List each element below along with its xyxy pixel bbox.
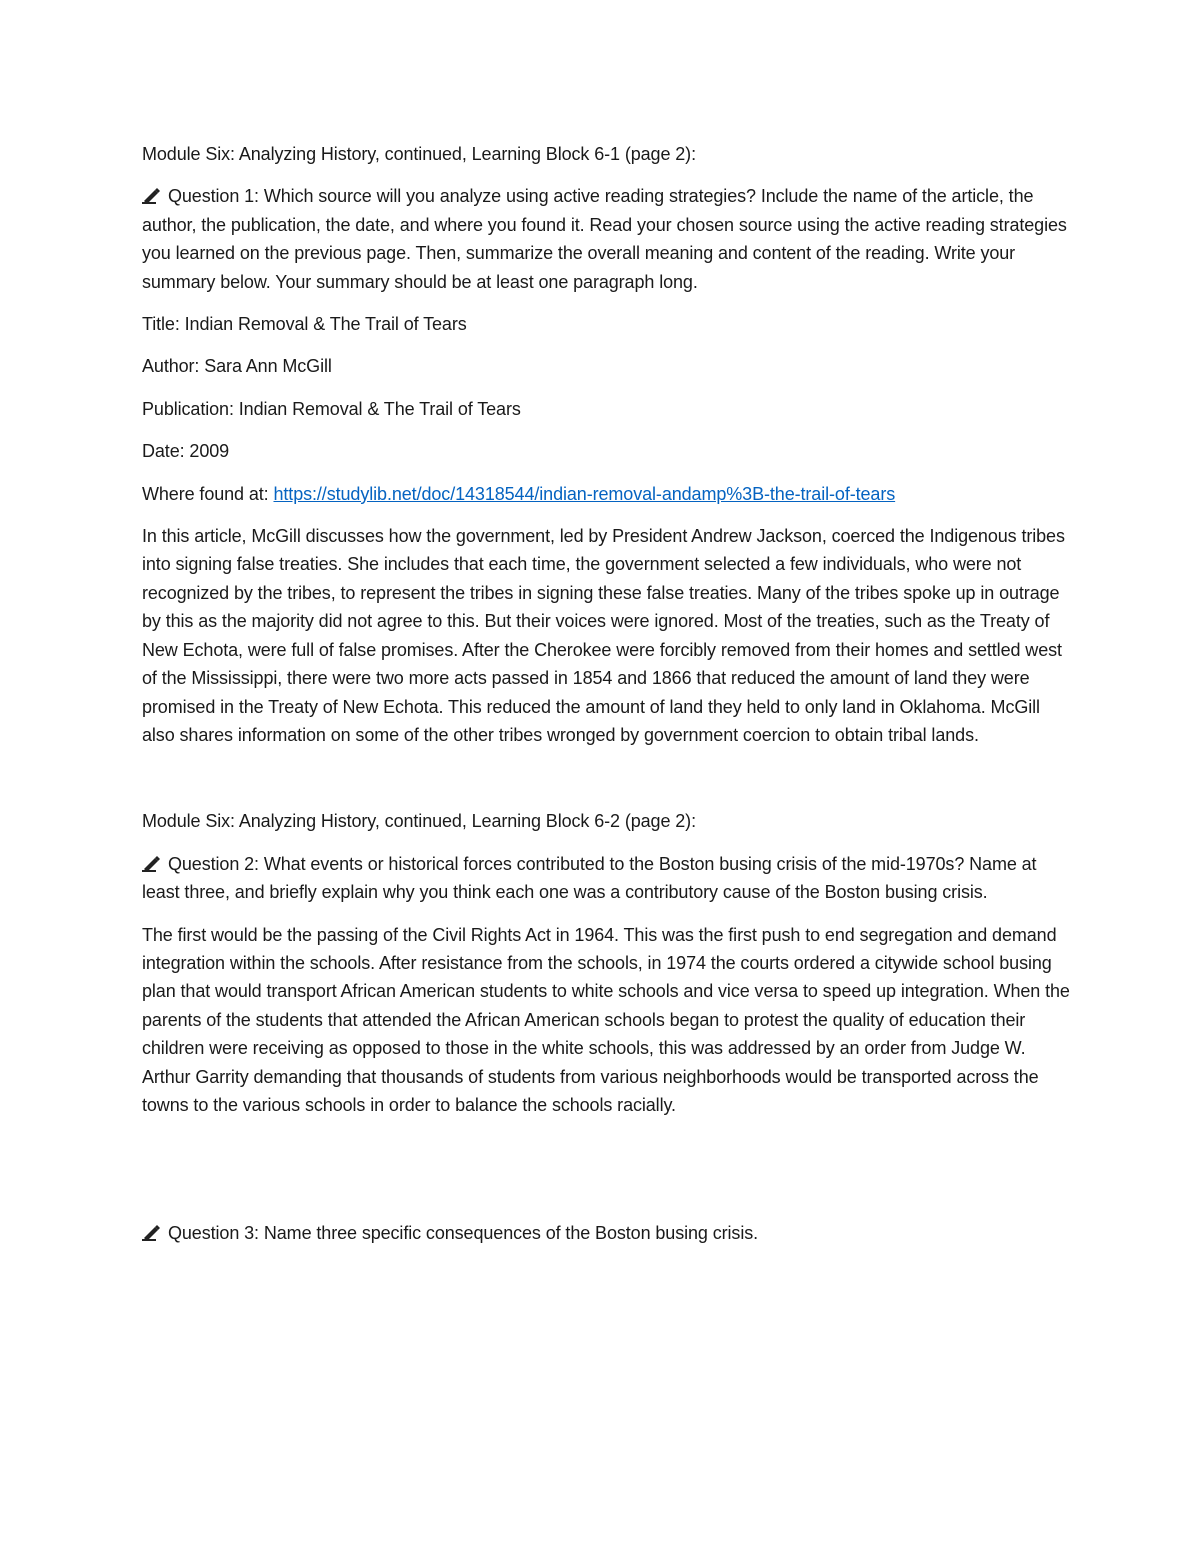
question-1-text: Which source will you analyze using active reading strategies? Include the name of the article, the author, the publication, the date, and where you found it. Read your chosen source using the active reading strategies you learned on the previous page. Then, summarize the overall meaning and content of the reading. Write your summary below. Your summary should be at least one paragraph long.: [142, 186, 1067, 292]
question-1-label: Question 1:: [168, 186, 259, 207]
question-3: [142, 1219, 1072, 1247]
pencil-icon: [142, 188, 160, 204]
question-2-text: What events or historical forces contributed to the Boston busing crisis of the mid-1970s? Name at least three, and briefly explain why you think each one was a contributory cause of the Boston busing crisis.: [142, 853, 1037, 903]
source-link[interactable]: https://studylib.net/doc/14318544/indian-removal-andamp%3B-the-trail-of-tears: [273, 483, 896, 504]
source-where-found: [142, 480, 1072, 508]
question-1: [142, 182, 1072, 296]
question-3-label: Question 3:: [168, 1223, 259, 1244]
source-date: Date: 2009: [142, 441, 230, 462]
answer-paragraph: The first would be the passing of the Civil Rights Act in 1964. This was the first push to end segregation and demand integration within the schools. After resistance from the schools, in 1974 the courts ordered a citywide school busing plan that would transport African American students to white schools and vice versa to speed up integration. When the parents of the students that attended the African American schools began to protest the quality of education their children were receiving as opposed to those in the white schools, this was addressed by an order from Judge W. Arthur Garrity demanding that thousands of students from various neighborhoods would be transported across the towns to the various schools in order to balance the schools racially.: [142, 924, 1070, 1115]
source-publication: Publication: Indian Removal & The Trail of Tears: [142, 398, 521, 419]
question-2: [142, 850, 1072, 907]
question-3-text: Name three specific consequences of the Boston busing crisis.: [258, 1223, 759, 1244]
summary-paragraph: In this article, McGill discusses how the government, led by President Andrew Jackson, coerced the Indigenous tribes into signing false treaties. She includes that each time, the government selected a few individuals, who were not recognized by the tribes, to represent the tribes in signing these false treaties. Many of the tribes spoke up in outrage by this as the majority did not agree to this. But their voices were ignored. Most of the treaties, such as the Treaty of New Echota, were full of false promises. After the Cherokee were forcibly removed from their homes and settled west of the Mississippi, there were two more acts passed in 1854 and 1866 that reduced the amount of land they were promised in the Treaty of New Echota. This reduced the amount of land they held to only land in Oklahoma. McGill also shares information on some of the other tribes wronged by government coercion to obtain tribal lands.: [142, 526, 1065, 745]
where-found-label: Where found at:: [142, 483, 274, 504]
source-author: Author: Sara Ann McGill: [142, 356, 332, 377]
source-title: Title: Indian Removal & The Trail of Tears: [142, 314, 467, 335]
question-2-label: Question 2:: [168, 853, 259, 874]
section2-heading: Module Six: Analyzing History, continued, Learning Block 6-2 (page 2):: [142, 811, 696, 832]
section1-heading: Module Six: Analyzing History, continued, Learning Block 6-1 (page 2):: [142, 144, 696, 164]
pencil-icon: [142, 1225, 160, 1241]
document-page: [142, 140, 1072, 1248]
pencil-icon: [142, 856, 160, 872]
